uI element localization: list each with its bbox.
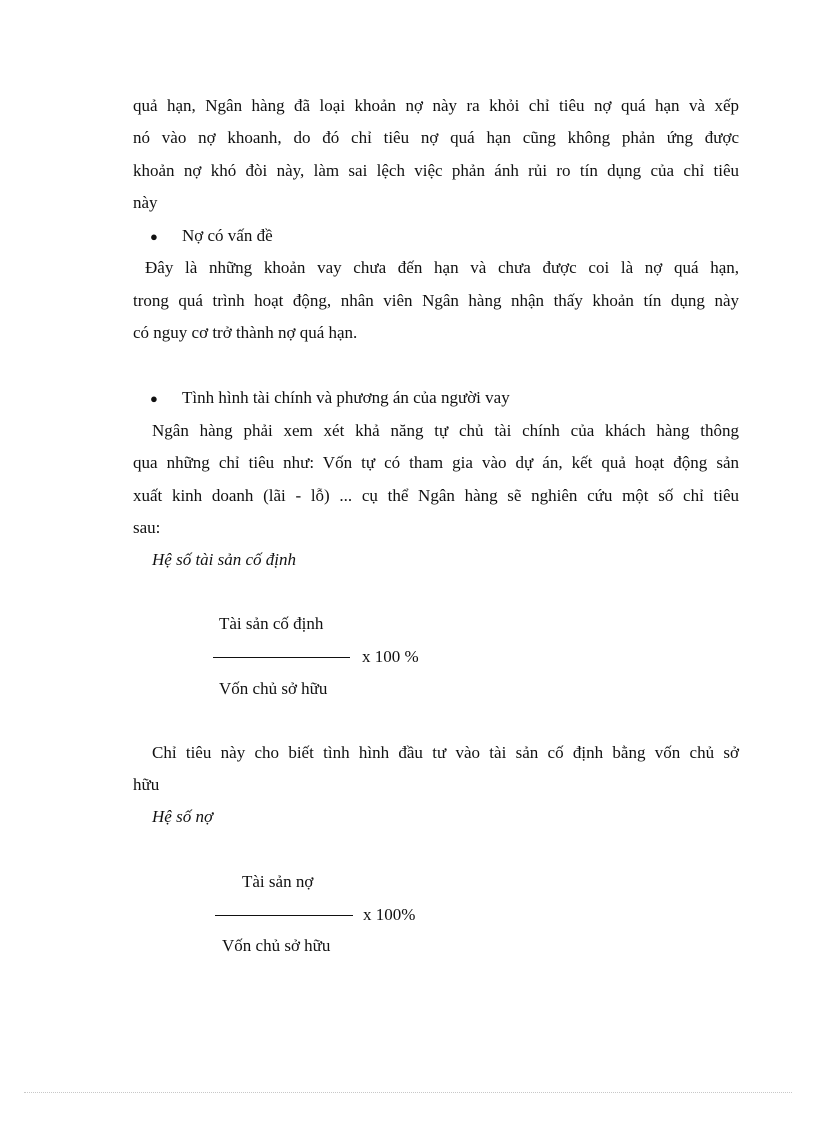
paragraph-line: khoản nợ khó đòi này, làm sai lệch việc phản ánh rủi ro tín dụng của chỉ tiêu: [133, 161, 739, 180]
paragraph-line: quả hạn, Ngân hàng đã loại khoản nợ này ra khỏi chỉ tiêu nợ quá hạn và xếp: [133, 96, 739, 115]
formula-heading: Hệ số tài sản cố định: [152, 550, 297, 569]
fraction-bar: [215, 915, 353, 916]
fraction-bar: [213, 657, 350, 658]
bullet-icon: ●: [150, 391, 158, 406]
paragraph-line: Đây là những khoản vay chưa đến hạn và chưa được coi là nợ quá hạn,: [145, 258, 739, 277]
formula-multiplier: x 100%: [363, 905, 416, 924]
paragraph-line: xuất kinh doanh (lãi - lỗ) ... cụ thể Ngân hàng sẽ nghiên cứu một số chỉ tiêu: [133, 486, 739, 505]
formula-denominator: Vốn chủ sở hữu: [222, 936, 331, 955]
paragraph-line: qua những chỉ tiêu như: Vốn tự có tham gia vào dự án, kết quả hoạt động sản: [133, 453, 739, 472]
formula-multiplier: x 100 %: [362, 647, 419, 666]
paragraph-line: nó vào nợ khoanh, do đó chỉ tiêu nợ quá hạn cũng không phản ứng được: [133, 128, 739, 147]
paragraph-line: hữu: [133, 775, 160, 794]
formula-numerator: Tài sản cố định: [219, 614, 324, 633]
paragraph-line: Ngân hàng phải xem xét khả năng tự chủ tài chính của khách hàng thông: [152, 421, 739, 440]
formula-denominator: Vốn chủ sở hữu: [219, 679, 328, 698]
paragraph-line: Chỉ tiêu này cho biết tình hình đầu tư vào tài sản cố định bằng vốn chủ sở: [152, 743, 739, 762]
bullet-item: Nợ có vấn đề: [182, 226, 273, 245]
bullet-item: Tình hình tài chính và phương án của người vay: [182, 388, 510, 407]
paragraph-line: trong quá trình hoạt động, nhân viên Ngân hàng nhận thấy khoản tín dụng này: [133, 291, 739, 310]
page-bottom-divider: [24, 1092, 792, 1093]
bullet-icon: ●: [150, 229, 158, 244]
paragraph-line: này: [133, 193, 158, 212]
paragraph-line: có nguy cơ trở thành nợ quá hạn.: [133, 323, 358, 342]
formula-numerator: Tài sản nợ: [242, 872, 314, 891]
formula-heading: Hệ số nợ: [152, 807, 214, 826]
paragraph-line: sau:: [133, 518, 161, 537]
